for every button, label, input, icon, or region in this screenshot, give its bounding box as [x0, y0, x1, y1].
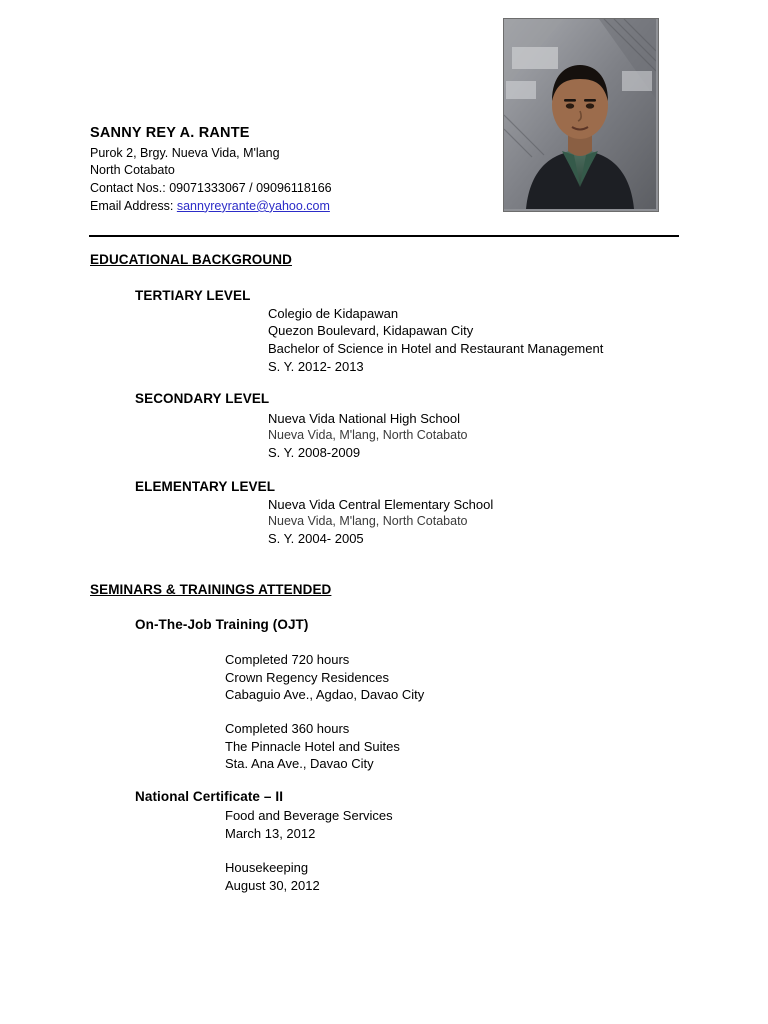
nc2-course-2: Housekeeping	[225, 860, 309, 875]
nc2-date-1: March 13, 2012	[225, 826, 316, 841]
secondary-school: Nueva Vida National High School	[268, 411, 460, 426]
elementary-school-year: S. Y. 2004- 2005	[268, 531, 364, 546]
ojt1-address: Cabaguio Ave., Agdao, Davao City	[225, 687, 425, 702]
tertiary-school: Colegio de Kidapawan	[268, 306, 399, 321]
subheading-national-certificate: National Certificate – II	[135, 789, 284, 804]
portrait-photo-graphic	[504, 19, 656, 209]
portrait-photo	[503, 18, 659, 212]
subheading-elementary-level: ELEMENTARY LEVEL	[135, 479, 276, 494]
ojt2-hours: Completed 360 hours	[225, 721, 350, 736]
section-title-seminars-trainings: SEMINARS & TRAININGS ATTENDED	[90, 582, 332, 597]
address-line-1: Purok 2, Brgy. Nueva Vida, M'lang	[90, 145, 280, 160]
header-divider	[89, 235, 679, 237]
elementary-school: Nueva Vida Central Elementary School	[268, 497, 494, 512]
tertiary-address: Quezon Boulevard, Kidapawan City	[268, 323, 474, 338]
nc2-date-2: August 30, 2012	[225, 878, 320, 893]
subheading-secondary-level: SECONDARY LEVEL	[135, 391, 270, 406]
tertiary-school-year: S. Y. 2012- 2013	[268, 359, 364, 374]
ojt1-company: Crown Regency Residences	[225, 670, 390, 685]
candidate-name: SANNY REY A. RANTE	[90, 125, 250, 141]
elementary-address: Nueva Vida, M'lang, North Cotabato	[268, 514, 468, 528]
contact-numbers: Contact Nos.: 09071333067 / 09096118166	[90, 181, 332, 196]
email-label: Email Address:	[90, 198, 174, 213]
ojt2-address: Sta. Ana Ave., Davao City	[225, 756, 374, 771]
email-row	[90, 198, 510, 216]
tertiary-degree: Bachelor of Science in Hotel and Restaurant Management	[268, 341, 604, 356]
ojt1-hours: Completed 720 hours	[225, 652, 350, 667]
contact-header	[90, 124, 510, 216]
email-link[interactable]: sannyreyrante@yahoo.com	[176, 198, 330, 213]
secondary-address: Nueva Vida, M'lang, North Cotabato	[268, 428, 468, 442]
address-line-2: North Cotabato	[90, 163, 175, 178]
subheading-ojt: On-The-Job Training (OJT)	[135, 617, 309, 632]
section-title-educational-background: EDUCATIONAL BACKGROUND	[90, 252, 292, 267]
secondary-school-year: S. Y. 2008-2009	[268, 445, 361, 460]
subheading-tertiary-level: TERTIARY LEVEL	[135, 288, 251, 303]
ojt2-company: The Pinnacle Hotel and Suites	[225, 739, 400, 754]
nc2-course-1: Food and Beverage Services	[225, 808, 393, 823]
